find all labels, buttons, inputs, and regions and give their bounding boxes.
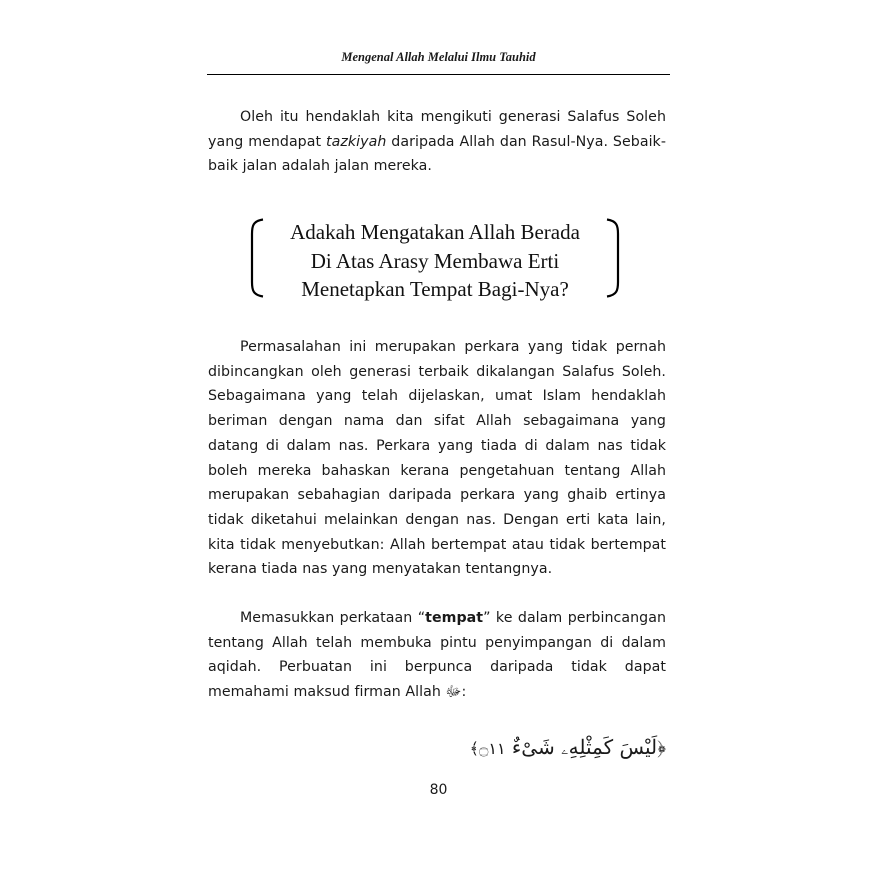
paragraph-3-text-b: ” ke dalam perbincangan tentang Allah telah membuka pintu penyimpangan di dalam aqidah. Perbuatan ini berpunca daripada tidak dapat memahami maksud firman Allah ﷻ: <box>208 610 666 701</box>
quran-verse-text: ﴿لَيْسَ كَمِثْلِهِۦ شَىْءٌ <box>511 735 666 759</box>
left-bracket-icon <box>250 218 264 298</box>
paragraph-2: Permasalahan ini merupakan perkara yang tidak pernah dibincangkan oleh generasi terbaik dikalangan Salafus Soleh. Sebagaimana yang telah dijelaskan, umat Islam hendaklah beriman dengan nama dan sifat Allah sebagaimana yang datang di dalam nas. Perkara yang tiada di dalam nas tidak boleh mereka bahaskan kerana pengetahuan tentang Allah merupakan sebahagian daripada perkara yang ghaib ertinya tidak diketahui melainkan dengan nas. Dengan erti kata lain, kita tidak menyebutkan: Allah bertempat atau tidak bertempat kerana tiada nas yang menyatakan tentangnya. <box>208 339 666 578</box>
page-number: 80 <box>429 782 448 798</box>
section-heading-line-2: Di Atas Arasy Membawa Erti <box>310 248 560 273</box>
paragraph-1-text-b: daripada Allah dan Rasul-Nya. Sebaik-baik jalan adalah jalan mereka. <box>208 133 666 175</box>
paragraph-3-strong: tempat <box>425 610 484 626</box>
paragraph-1-text-a: Oleh itu hendaklah kita mengikuti generasi Salafus Soleh yang mendapat <box>208 109 666 150</box>
paragraph-3-text-a: Memasukkan perkataan “ <box>240 610 426 626</box>
paragraph-1 <box>208 105 666 179</box>
running-header: Mengenal Allah Melalui Ilmu Tauhid <box>341 50 536 64</box>
quran-verse <box>430 732 666 764</box>
paragraph-1-emphasis: tazkiyah <box>326 133 387 150</box>
section-heading-line-3: Menetapkan Tempat Bagi-Nya? <box>301 277 569 301</box>
section-heading-line-1: Adakah Mengatakan Allah Berada <box>290 220 580 244</box>
paragraph-3 <box>208 606 666 705</box>
header-divider <box>207 74 670 75</box>
verse-number-mark: ۝١١﴾ <box>469 739 506 758</box>
section-heading-box <box>250 218 620 301</box>
section-heading <box>264 218 606 304</box>
right-bracket-icon <box>606 218 620 298</box>
